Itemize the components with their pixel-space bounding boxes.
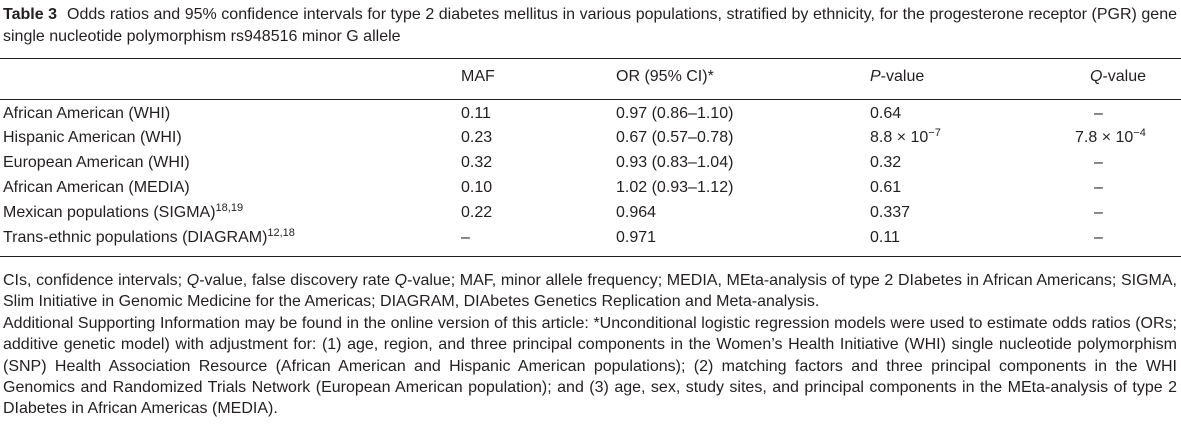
- table-caption: [3, 4, 1177, 47]
- row-population: African American (WHI): [3, 105, 171, 122]
- row-maf: –: [461, 229, 470, 246]
- row-population: European American (WHI): [3, 154, 190, 171]
- row-or: 0.964: [616, 204, 657, 221]
- header-maf: MAF: [461, 68, 495, 85]
- abbrev-text: -value; MAF, minor allele frequency; MEDIA, MEta-analysis of type 2 DIabetes in African Americans; SIGMA, Slim Initiative in Genomic Medicine for the Americas; DIAGRAM, DIAbetes Genetics Replication and Meta-analysis.: [3, 272, 1178, 311]
- top-rule: [0, 58, 1181, 59]
- abbrev-text: CIs, confidence intervals;: [3, 272, 187, 289]
- p-value-exponent: −7: [928, 127, 941, 139]
- row-or: 0.97 (0.86–1.10): [616, 105, 734, 122]
- reference-superscript: 12,18: [267, 227, 295, 239]
- header-q-rest: -value: [1102, 68, 1147, 85]
- reference-superscript: 18,19: [215, 202, 244, 214]
- row-p-value: 0.337: [870, 204, 911, 221]
- population-name: Mexican populations (SIGMA): [3, 204, 216, 221]
- row-population: [3, 228, 295, 248]
- row-p-value: 0.32: [870, 154, 902, 171]
- abbrev-text: -value, false discovery rate: [199, 272, 395, 289]
- table-footnote: [3, 270, 1177, 420]
- row-p-value: 0.11: [870, 229, 900, 246]
- header-rule: [0, 99, 1181, 100]
- row-or: 0.93 (0.83–1.04): [616, 154, 734, 171]
- abbrev-q-italic: Q: [394, 272, 408, 289]
- row-p-value: [870, 128, 941, 148]
- row-or: 0.67 (0.57–0.78): [616, 129, 734, 146]
- row-maf: 0.11: [461, 105, 491, 122]
- row-p-value: 0.61: [870, 179, 902, 196]
- header-p-rest: -value: [880, 68, 925, 85]
- row-maf: 0.23: [461, 129, 493, 146]
- row-maf: 0.22: [461, 204, 493, 221]
- row-q-value: –: [1094, 204, 1103, 221]
- q-value-base: 7.8 × 10: [1075, 129, 1134, 146]
- row-maf: 0.32: [461, 154, 493, 171]
- row-q-value: –: [1094, 179, 1103, 196]
- q-value-exponent: −4: [1133, 127, 1146, 139]
- row-population: Hispanic American (WHI): [3, 129, 182, 146]
- row-population: African American (MEDIA): [3, 179, 190, 196]
- row-p-value: 0.64: [870, 105, 902, 122]
- table-label: Table 3: [3, 6, 58, 23]
- row-maf: 0.10: [461, 179, 493, 196]
- abbrev-q-italic: Q: [186, 272, 200, 289]
- additional-info-note: Additional Supporting Information may be found in the online version of this article: *Unconditional logistic regression models were used to estimate odds ratios (ORs; additive genetic model) with adjustment for: (1) age, region, and three principal components in the Women’s Health Initiative (WHI) single nucleotide polymorphism (SNP) Health Association Resource (African American and Hispanic American populations); (2) matching factors and three principal components in the WHI Genomics and Randomized Trials Network (European American population); and (3) age, sex, study sites, and principal components in the MEta-analysis of type 2 DIabetes in African Americas (MEDIA).: [3, 314, 1177, 418]
- header-q-value: [1090, 67, 1146, 87]
- row-population: [3, 203, 243, 223]
- header-or: OR (95% CI)*: [616, 68, 714, 85]
- header-q-italic: Q: [1090, 68, 1103, 85]
- row-q-value: –: [1094, 229, 1103, 246]
- row-or: 0.971: [616, 229, 657, 246]
- row-or: 1.02 (0.93–1.12): [616, 179, 734, 196]
- abbreviations-note: [3, 270, 1177, 313]
- header-p-value: [870, 67, 924, 87]
- row-q-value: –: [1094, 105, 1103, 122]
- bottom-rule: [0, 256, 1181, 257]
- header-p-italic: P: [870, 68, 881, 85]
- caption-text: Odds ratios and 95% confidence intervals for type 2 diabetes mellitus in various populations, stratified by ethnicity, for the progesterone receptor (PGR) gene single nucleotide polymorphism rs948516 minor G allele: [3, 6, 1177, 45]
- row-q-value: –: [1094, 154, 1103, 171]
- p-value-base: 8.8 × 10: [870, 129, 929, 146]
- row-q-value: [1075, 128, 1146, 148]
- population-name: Trans-ethnic populations (DIAGRAM): [3, 229, 268, 246]
